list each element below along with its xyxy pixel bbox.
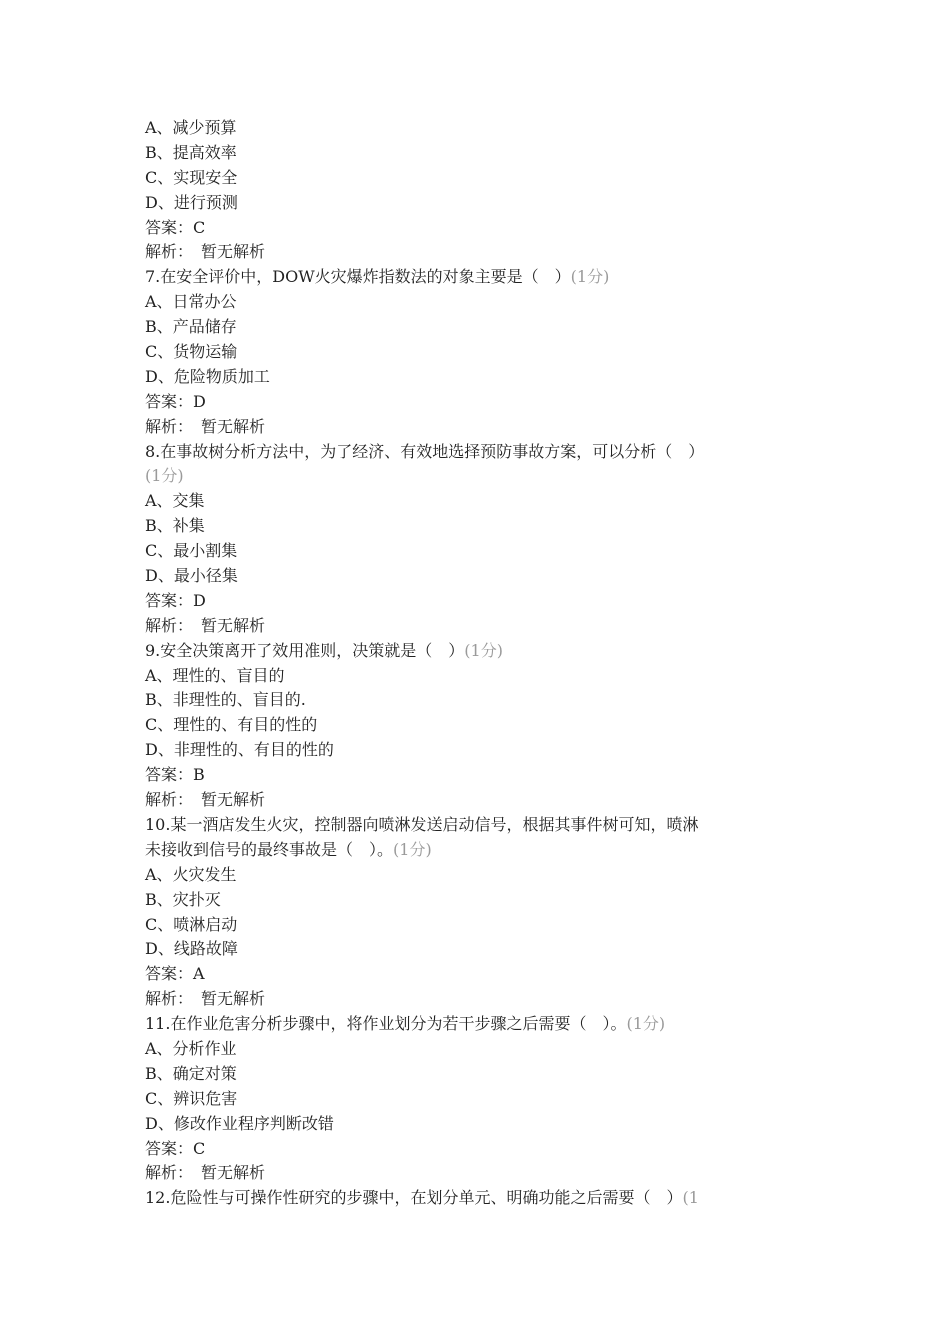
question-stem [145,1186,815,1211]
option-d: D、最小径集 [145,566,238,586]
option-a: A、交集 [145,491,205,511]
option-b: B、非理性的、盲目的. [145,690,306,710]
answer-line: 答案：D [145,391,206,411]
question-stem [145,440,815,465]
answer-line: 答案：D [145,590,206,610]
question-stem [145,265,815,290]
question-text-continued: 未接收到信号的最终事故是（ ）。 [145,839,394,859]
analysis-line: 解析： 暂无解析 [145,989,266,1009]
question-score: (1 [682,1188,699,1208]
analysis-line: 解析： 暂无解析 [145,1163,266,1183]
question-stem [145,639,815,664]
option-c: C、货物运输 [145,342,238,362]
option-c: C、理性的、有目的性的 [145,715,318,735]
option-d: D、进行预测 [145,192,238,212]
option-d: D、线路故障 [145,939,238,959]
analysis-line: 解析： 暂无解析 [145,416,266,436]
question-stem [145,813,815,838]
option-c: C、最小割集 [145,541,238,561]
question-text: 7.在安全评价中，DOW火灾爆炸指数法的对象主要是（ ） [145,267,571,287]
question-text: 10.某一酒店发生火灾，控制器向喷淋发送启动信号，根据其事件树可知，喷淋 [145,814,699,834]
question-score: (1分) [626,1014,666,1034]
analysis-line: 解析： 暂无解析 [145,615,266,635]
question-text: 8.在事故树分析方法中，为了经济、有效地选择预防事故方案，可以分析（ ） [145,441,705,461]
option-c: C、实现安全 [145,167,238,187]
question-score: (1分) [570,267,610,287]
analysis-line: 解析： 暂无解析 [145,242,266,262]
option-a: A、火灾发生 [145,864,237,884]
answer-line: 答案：C [145,1138,206,1158]
option-d: D、非理性的、有目的性的 [145,740,334,760]
option-b: B、补集 [145,516,205,536]
option-b: B、提高效率 [145,142,237,162]
option-c: C、辨识危害 [145,1088,238,1108]
question-text: 9.安全决策离开了效用准则，决策就是（ ） [145,640,465,660]
question-stem-continued [145,464,815,489]
option-b: B、确定对策 [145,1063,237,1083]
answer-line: 答案：B [145,765,205,785]
document-body [145,116,815,1211]
option-d: D、修改作业程序判断改错 [145,1113,334,1133]
option-a: A、分析作业 [145,1038,237,1058]
option-d: D、危险物质加工 [145,366,270,386]
answer-line: 答案：A [145,964,205,984]
question-stem [145,1012,815,1037]
question-text: 11.在作业危害分析步骤中，将作业划分为若干步骤之后需要（ ）。 [145,1014,627,1034]
question-score: (1分) [393,839,432,859]
analysis-line: 解析： 暂无解析 [145,790,266,810]
question-score: (1分) [145,466,184,486]
option-a: A、日常办公 [145,292,237,312]
question-text: 12.危险性与可操作性研究的步骤中，在划分单元、明确功能之后需要（ ） [145,1188,683,1208]
answer-line: 答案：C [145,217,206,237]
question-stem-continued [145,838,815,863]
option-a: A、减少预算 [145,118,237,137]
question-score: (1分) [464,640,503,660]
option-a: A、理性的、盲目的 [145,665,285,685]
option-b: B、产品储存 [145,317,237,337]
option-c: C、喷淋启动 [145,914,238,934]
option-b: B、灾扑灭 [145,889,221,909]
